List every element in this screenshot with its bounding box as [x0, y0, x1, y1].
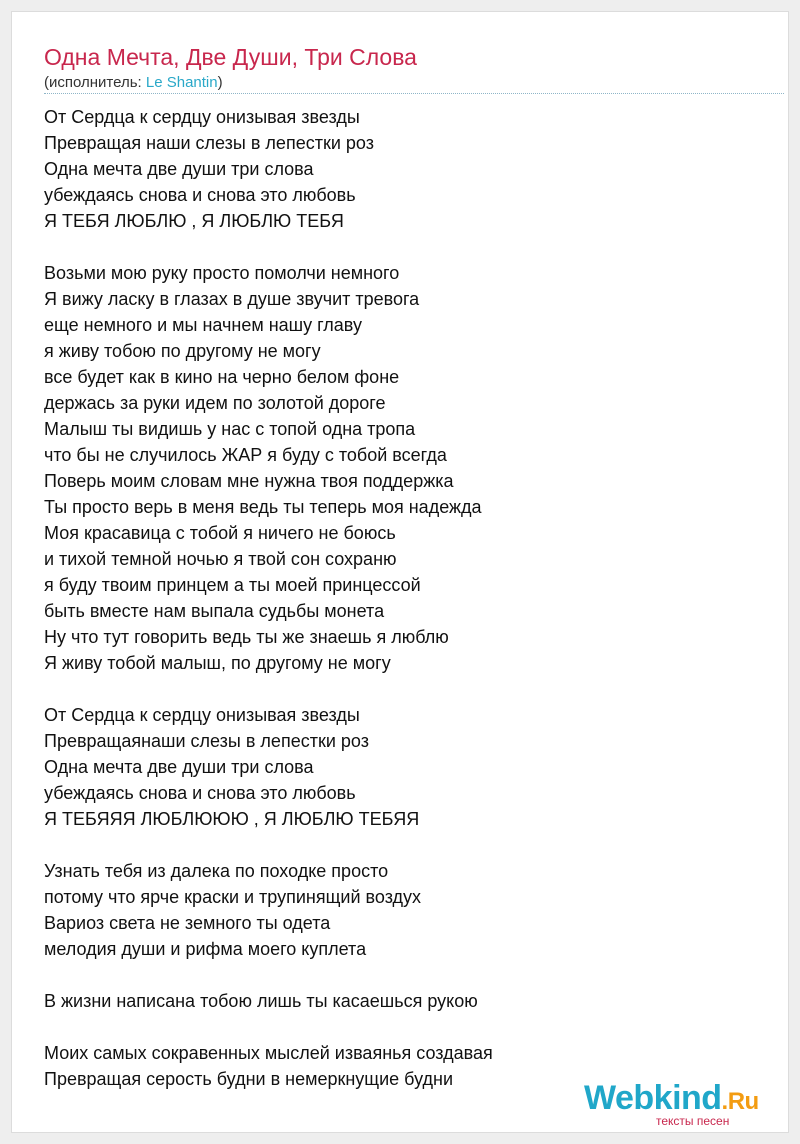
lyric-line: Одна мечта две души три слова: [44, 159, 314, 179]
lyric-line: и тихой темной ночью я твой сон сохраню: [44, 549, 397, 569]
lyrics-stanza: [44, 858, 784, 962]
lyrics-stanza: [44, 260, 784, 676]
lyric-line: еще немного и мы начнем нашу главу: [44, 315, 362, 335]
logo-subtitle: тексты песен: [656, 1114, 730, 1128]
lyric-line: Ты просто верь в меня ведь ты теперь моя надежда: [44, 497, 482, 517]
lyrics-page: [11, 11, 789, 1133]
lyric-line: потому что ярче краски и трупинящий воздух: [44, 887, 422, 907]
lyric-line: все будет как в кино на черно белом фоне: [44, 367, 400, 387]
lyric-line: мелодия души и рифма моего куплета: [44, 939, 367, 959]
lyric-line: Узнать тебя из далека по походке просто: [44, 861, 389, 881]
lyric-line: В жизни написана тобою лишь ты касаешься рукою: [44, 991, 478, 1011]
logo-name: Webkind: [584, 1079, 722, 1117]
title-divider: [44, 93, 784, 94]
lyric-line: Я ТЕБЯЯЯ ЛЮБЛЮЮЮ , Я ЛЮБЛЮ ТЕБЯЯ: [44, 809, 420, 829]
lyric-line: я живу тобою по другому не могу: [44, 341, 321, 361]
lyric-line: Моих самых сокравенных мыслей изваянья создавая: [44, 1043, 493, 1063]
lyric-line: я буду твоим принцем а ты моей принцессой: [44, 575, 421, 595]
lyric-line: держась за руки идем по золотой дороге: [44, 393, 386, 413]
lyric-line: Вариоз света не земного ты одета: [44, 913, 331, 933]
lyric-line: Малыш ты видишь у нас с топой одна тропа: [44, 419, 416, 439]
lyrics-text: [44, 104, 784, 1092]
lyric-line: быть вместе нам выпала судьбы монета: [44, 601, 385, 621]
site-logo[interactable]: [584, 1078, 780, 1134]
lyrics-stanza: [44, 988, 784, 1014]
lyric-line: Ну что тут говорить ведь ты же знаешь я люблю: [44, 627, 449, 647]
lyrics-stanza: [44, 702, 784, 832]
lyric-line: Превращая серость будни в немеркнущие будни: [44, 1069, 453, 1089]
lyric-line: От Сердца к сердцу онизывая звезды: [44, 107, 360, 127]
artist-line: [44, 74, 223, 92]
lyric-line: Превращая наши слезы в лепестки роз: [44, 133, 374, 153]
lyrics-stanza: [44, 104, 784, 234]
artist-link[interactable]: Le Shantin: [145, 74, 218, 91]
lyric-line: убеждаясь снова и снова это любовь: [44, 783, 356, 803]
lyric-line: Я ТЕБЯ ЛЮБЛЮ , Я ЛЮБЛЮ ТЕБЯ: [44, 211, 344, 231]
artist-prefix: (исполнитель:: [44, 74, 146, 91]
logo-tld: .Ru: [721, 1088, 759, 1115]
lyric-line: Я живу тобой малыш, по другому не могу: [44, 653, 391, 673]
lyric-line: Превращаянаши слезы в лепестки роз: [44, 731, 369, 751]
lyric-line: Одна мечта две души три слова: [44, 757, 314, 777]
lyric-line: Возьми мою руку просто помолчи немного: [44, 263, 400, 283]
lyric-line: Моя красавица с тобой я ничего не боюсь: [44, 523, 396, 543]
lyric-line: убеждаясь снова и снова это любовь: [44, 185, 356, 205]
song-title: Одна Мечта, Две Души, Три Слова: [44, 44, 417, 70]
lyric-line: Я вижу ласку в глазах в душе звучит тревога: [44, 289, 420, 309]
lyric-line: От Сердца к сердцу онизывая звезды: [44, 705, 360, 725]
lyric-line: Поверь моим словам мне нужна твоя поддержка: [44, 471, 454, 491]
artist-suffix: ): [217, 74, 223, 91]
lyric-line: что бы не случилось ЖАР я буду с тобой всегда: [44, 445, 447, 465]
